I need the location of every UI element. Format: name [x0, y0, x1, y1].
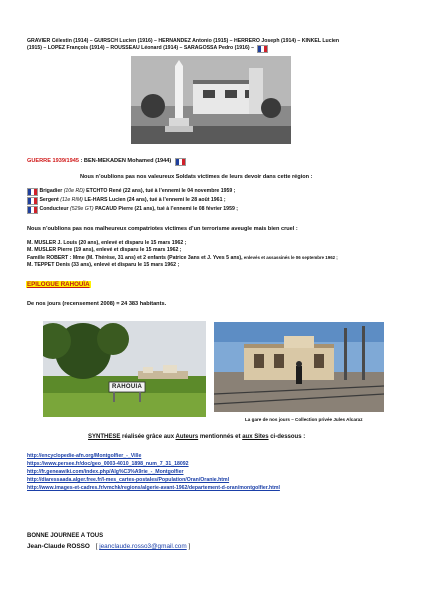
soldier-rank: Sergent: [39, 197, 59, 203]
soldiers-list: [27, 188, 407, 214]
header-names: [27, 38, 407, 53]
civilian-row: M. TEPPET Denis (33 ans), enlevé et disparu le 15 mars 1962 ;: [27, 262, 180, 268]
synthese-text-3: ci-dessous :: [268, 434, 306, 440]
links-list: [27, 452, 280, 492]
soldier-text: LE-HARS Lucien (24 ans), tué à l’ennemi le 28 août 1961 ;: [82, 197, 226, 203]
ww2-label: GUERRE 1939/1945: [27, 158, 79, 164]
station-caption: La gare de nos jours – Collection privée Jules Alcaraz: [245, 417, 363, 422]
soldiers-intro: Nous n’oublions pas nos valeureux Soldats victimes de leurs devoir dans cette région :: [80, 174, 313, 180]
civilian-row: M. MUSLER J. Louis (20 ans), enlevé et disparu le 15 mars 1962 ;: [27, 240, 187, 246]
civilians-intro: Nous n’oublions pas nos malheureux compatriotes victimes d’un terrorisme aveugle mais bien cruel :: [27, 226, 298, 232]
author-name: Jean-Claude ROSSO: [27, 543, 90, 550]
war-memorial-image: [131, 56, 291, 144]
synthese-sites: aux Sites: [242, 434, 269, 440]
civilian-row: [27, 254, 417, 262]
soldier-row: [27, 206, 407, 214]
ww2-text: : BEN-MEKADEN Mohamed (1944): [78, 158, 172, 164]
source-link[interactable]: http://encyclopedie-afn.org/Montgolfier_-_Ville: [27, 453, 142, 459]
rahouia-sign-text: RAHOUIA: [112, 384, 143, 390]
epilogue-title: EPILOGUE RAHOUÏA: [27, 281, 90, 288]
synthese-authors: Auteurs: [175, 434, 199, 440]
email-bracket-open: [: [95, 543, 100, 550]
french-flag-icon: [257, 45, 268, 53]
rahouia-sign-photo: [43, 321, 206, 417]
rahouia-landscape-image: [43, 321, 206, 417]
soldier-text: ETCHTO René (22 ans), tué à l’ennemi le 04 novembre 1959 ;: [84, 188, 236, 194]
french-flag-icon: [27, 188, 38, 196]
synthese-text-1: réalisée grâce aux: [120, 434, 176, 440]
population-line: De nos jours (recensement 2008) = 24 383 habitants.: [27, 301, 167, 307]
synthese-line: [88, 434, 305, 440]
source-link[interactable]: http://www.images-et-cadres.fr/vmchk/regions/algerie-avant-1962/departement-d-oran/montgolfier.html: [27, 485, 280, 491]
soldier-row: [27, 188, 407, 196]
civilian-row: M. MUSLER Pierre (19 ans), enlevé et disparu le 15 mars 1962 ;: [27, 247, 182, 253]
soldier-unit: (10e RD): [63, 188, 85, 194]
civilian-row-text: Famille ROBERT : Mme (M. Thérèse, 31 ans) et 2 enfants (Patrice 3ans et J. Yves 5 ans),: [27, 255, 243, 261]
station-photo: [214, 322, 384, 412]
author-line: [27, 543, 190, 550]
ww2-line: [27, 158, 186, 166]
soldier-rank: Brigadier: [39, 188, 63, 194]
greeting: BONNE JOURNEE A TOUS: [27, 533, 104, 539]
source-link[interactable]: http://fr.geneawiki.com/index.php/Alg%C3%A9rie_-_Montgolfier: [27, 469, 184, 475]
email-link[interactable]: jeanclaude.rosso3@gmail.com: [99, 543, 187, 550]
source-link[interactable]: https://www.persee.fr/doc/geo_0003-4010_1898_num_7_31_18092: [27, 461, 189, 467]
civilians-list: [27, 240, 417, 269]
war-memorial-photo: [131, 56, 291, 144]
french-flag-icon: [27, 197, 38, 205]
soldier-text: PACAUD Pierre (21 ans), tué à l’ennemi le 08 février 1959 ;: [93, 206, 239, 212]
header-line-2: (1915) – LOPEZ François (1914) – ROUSSEAU Léonard (1914) – SARAGOSSA Pedro (1916) –: [27, 45, 254, 51]
civilian-row-suffix: enlevés et assassinés le 06 septembre 1962 ;: [242, 255, 338, 260]
email-bracket-close: ]: [186, 543, 191, 550]
header-line-1: GRAVIER Célestin (1914) – GUIRSCH Lucien (1916) – HERNANDEZ Antonio (1915) – HERRERO Joseph (1914) – KINKEL Lucien: [27, 38, 340, 44]
synthese-text-2: mentionnés et: [198, 434, 243, 440]
soldier-unit: (11e RIM): [60, 197, 83, 203]
synthese-label: SYNTHESE: [88, 434, 121, 440]
soldier-rank: Conducteur: [39, 206, 69, 212]
source-link[interactable]: http://diaressaada.alger.free.fr/l-mes_cartes-postales/Population/Oran/Oranie.html: [27, 477, 230, 483]
soldier-unit: (529e GT): [70, 206, 94, 212]
station-image: [214, 322, 384, 412]
soldier-row: [27, 197, 407, 205]
french-flag-icon: [27, 206, 38, 214]
french-flag-icon: [175, 158, 186, 166]
